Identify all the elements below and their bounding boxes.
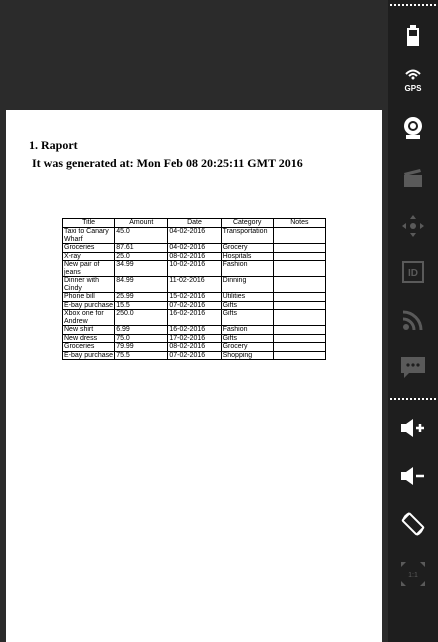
cell-date: 08-02-2016 [168, 252, 221, 261]
cell-date: 07-02-2016 [168, 301, 221, 310]
cell-title: X-ray [63, 252, 115, 261]
cell-date: 16-02-2016 [168, 310, 221, 326]
gps-icon [404, 68, 422, 80]
network-button[interactable] [388, 298, 438, 342]
cell-title: Groceries [63, 244, 115, 253]
rss-icon [402, 309, 424, 331]
table-row [63, 252, 326, 261]
id-icon [402, 261, 424, 283]
report-table [62, 218, 326, 360]
cell-title: Taxi to Canary Wharf [63, 228, 115, 244]
video-button[interactable] [388, 156, 438, 200]
cell-category: Utilities [221, 293, 273, 302]
dpad-icon [401, 214, 425, 238]
table-row [63, 343, 326, 352]
sidebar-divider [390, 398, 436, 400]
column-header-category: Category [221, 219, 273, 228]
battery-icon [406, 25, 420, 47]
cell-title: New pair of jeans [63, 261, 115, 277]
cell-amount: 45.0 [115, 228, 168, 244]
table-row [63, 261, 326, 277]
volume-up-icon [400, 418, 426, 438]
battery-button[interactable] [388, 14, 438, 58]
cell-title: New shirt [63, 326, 115, 335]
dpad-button[interactable] [388, 204, 438, 248]
cell-notes [273, 228, 325, 244]
table-row [63, 277, 326, 293]
cell-notes [273, 351, 325, 360]
sms-icon [400, 356, 426, 380]
cell-amount: 6.99 [115, 326, 168, 335]
cell-title: E-bay purchase [64, 351, 114, 359]
cell-amount: 34.99 [115, 261, 168, 277]
table-row [63, 326, 326, 335]
cell-notes [273, 343, 325, 352]
cell-category: Fashion [221, 261, 273, 277]
report-heading: 1. Raport [29, 138, 78, 152]
cell-category: Dinning [221, 277, 273, 293]
cell-category: Grocery [221, 244, 273, 253]
cell-notes [273, 252, 325, 261]
cell-amount: 87.61 [115, 244, 168, 253]
cell-amount: 25.99 [115, 293, 168, 302]
gps-button[interactable] [388, 58, 438, 102]
table-row [63, 228, 326, 244]
volume-down-icon [400, 466, 426, 486]
column-header-amount: Amount [115, 219, 168, 228]
sms-button[interactable] [388, 346, 438, 390]
table-row [63, 310, 326, 326]
sidebar-divider [390, 4, 436, 6]
cell-date: 07-02-2016 [168, 351, 221, 360]
volume-up-button[interactable] [388, 406, 438, 450]
cell-title: New dress [63, 334, 115, 343]
cell-category: Hospitals [221, 252, 273, 261]
cell-category: Gifts [221, 310, 273, 326]
cell-notes [273, 293, 325, 302]
cell-date: 04-02-2016 [168, 244, 221, 253]
cell-category: Grocery [221, 343, 273, 352]
cell-amount: 25.0 [115, 252, 168, 261]
cell-notes [273, 301, 325, 310]
scale-button[interactable] [388, 552, 438, 596]
video-icon [402, 168, 424, 188]
cell-category: Transportation [221, 228, 273, 244]
gps-label: GPS [404, 84, 422, 93]
generated-timestamp: It was generated at: Mon Feb 08 20:25:11 GMT 2016 [32, 156, 303, 170]
cell-title: Dinner with Cindy [63, 277, 115, 293]
volume-down-button[interactable] [388, 454, 438, 498]
table-header-row [63, 219, 326, 228]
cell-category: Gifts [221, 301, 273, 310]
cell-date: 17-02-2016 [168, 334, 221, 343]
cell-title: Phone bill [63, 293, 115, 302]
cell-amount: 15.5 [115, 301, 168, 310]
cell-notes [273, 261, 325, 277]
cell-amount: 75.0 [115, 334, 168, 343]
table-row [63, 301, 326, 310]
cell-notes [273, 334, 325, 343]
report-page [6, 110, 382, 642]
cell-amount: 84.99 [115, 277, 168, 293]
cell-date: 10-02-2016 [168, 261, 221, 277]
svg-text:ID: ID [408, 268, 418, 279]
cell-notes [273, 244, 325, 253]
cell-title: Groceries [63, 343, 115, 352]
camera-icon [402, 116, 424, 140]
id-button[interactable] [388, 250, 438, 294]
cell-amount: 250.0 [115, 310, 168, 326]
rotate-button[interactable] [388, 502, 438, 546]
camera-button[interactable] [388, 106, 438, 150]
cell-notes [273, 326, 325, 335]
column-header-date: Date [168, 219, 221, 228]
cell-title: Xbox one for Andrew [63, 310, 115, 326]
cell-title: E-bay purchase [64, 301, 114, 309]
cell-amount: 79.99 [115, 343, 168, 352]
column-header-title: Title [63, 219, 115, 228]
rotate-icon [400, 511, 426, 537]
cell-category: Gifts [221, 334, 273, 343]
cell-category: Shopping [221, 351, 273, 360]
cell-date: 08-02-2016 [168, 343, 221, 352]
cell-amount: 75.5 [115, 351, 168, 360]
cell-date: 04-02-2016 [168, 228, 221, 244]
table-row [63, 244, 326, 253]
emulator-control-bar [388, 0, 438, 642]
cell-date: 11-02-2016 [168, 277, 221, 293]
scale-label: 1:1 [408, 572, 418, 579]
cell-notes [273, 310, 325, 326]
table-row [63, 351, 326, 360]
table-row [63, 293, 326, 302]
cell-date: 16-02-2016 [168, 326, 221, 335]
cell-notes [273, 277, 325, 293]
scale-icon [400, 561, 426, 587]
cell-date: 15-02-2016 [168, 293, 221, 302]
cell-category: Fashion [221, 326, 273, 335]
column-header-notes: Notes [273, 219, 325, 228]
table-row [63, 334, 326, 343]
